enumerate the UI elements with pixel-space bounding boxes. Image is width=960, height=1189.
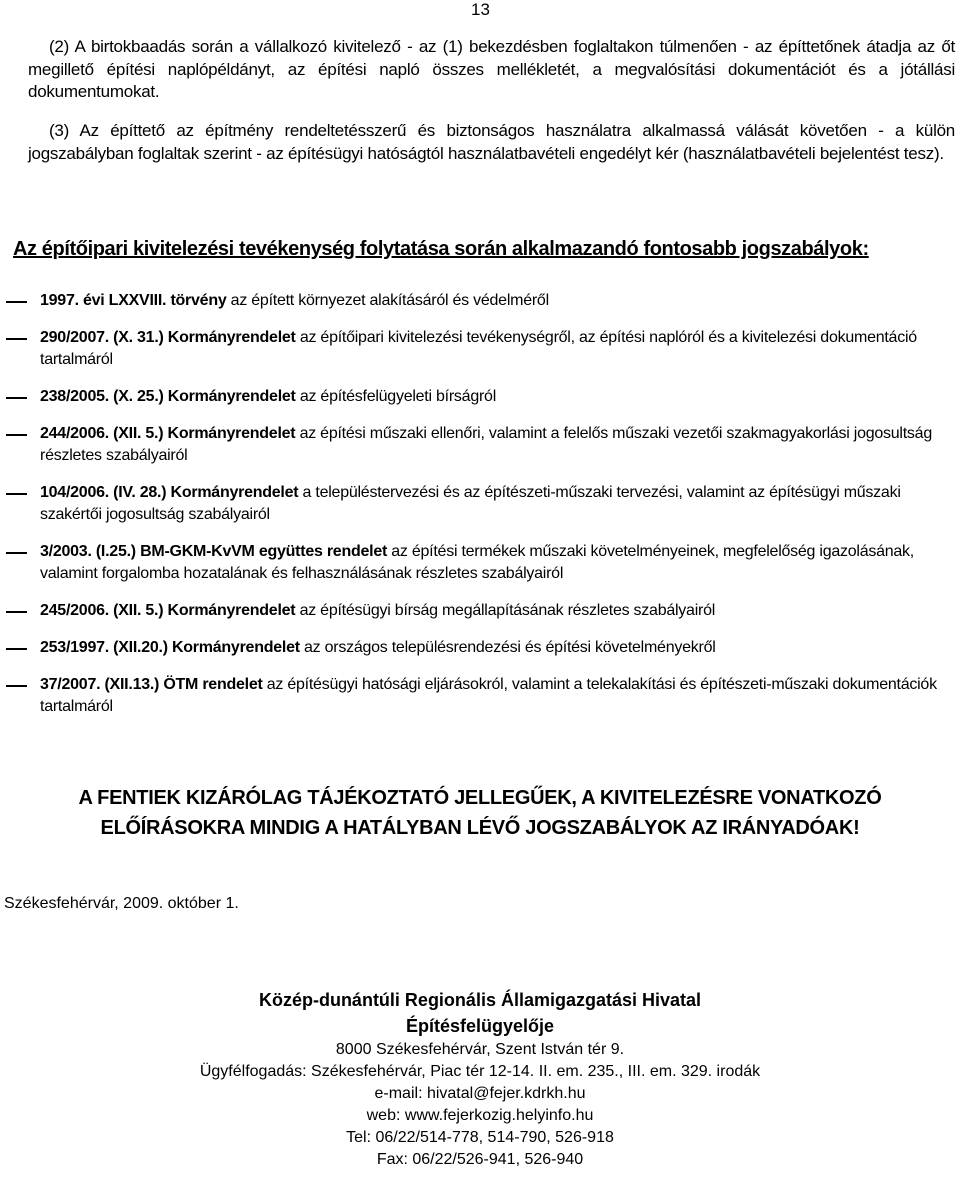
paragraph-3 (28, 120, 955, 165)
law-item (0, 674, 955, 718)
dash-bullet (6, 397, 27, 399)
dash-bullet (6, 434, 27, 436)
law-description: az épített környezet alakításáról és védelméről (226, 292, 549, 309)
office-fax: Fax: 06/22/526-941, 526-940 (376, 1151, 584, 1168)
law-item (0, 637, 955, 659)
office-contact-block (0, 987, 960, 1171)
office-department: Építésfelügyelője (405, 1016, 555, 1036)
office-tel: Tel: 06/22/514-778, 514-790, 526-918 (346, 1129, 614, 1146)
law-item (0, 482, 955, 526)
office-address: 8000 Székesfehérvár, Szent István tér 9. (335, 1041, 625, 1058)
law-title: 3/2003. (I.25.) BM-GKM-KvVM együttes rendelet (40, 543, 388, 560)
dash-bullet (6, 301, 27, 303)
paragraph-2 (28, 36, 955, 104)
law-description: az országos településrendezési és építési követelményekről (299, 639, 716, 656)
page-number: 13 (471, 0, 490, 19)
law-description: a településtervezési és az építészeti-műszaki tervezési, valamint az építésügyi műszaki szakértői jogosultság szabályairól (40, 484, 901, 523)
dash-bullet (6, 685, 27, 687)
disclaimer-line: A FENTIEK KIZÁRÓLAG TÁJÉKOZTATÓ JELLEGŰEK, A KIVITELEZÉSRE VONATKOZÓ (78, 787, 882, 809)
section-heading: Az építőipari kivitelezési tevékenység folytatása során alkalmazandó fontosabb jogszabályok: (13, 238, 869, 260)
law-title: 253/1997. (XII.20.) Kormányrendelet (40, 639, 300, 656)
place-date: Székesfehérvár, 2009. október 1. (4, 895, 239, 912)
law-description: az építésfelügyeleti bírságról (295, 388, 496, 405)
law-item (0, 600, 955, 622)
law-item (0, 541, 955, 585)
disclaimer-line: ELŐÍRÁSOKRA MINDIG A HATÁLYBAN LÉVŐ JOGSZABÁLYOK AZ IRÁNYADÓAK! (100, 817, 860, 839)
office-web: web: www.fejerkozig.helyinfo.hu (366, 1107, 594, 1124)
law-item (0, 290, 955, 312)
disclaimer (0, 783, 960, 843)
dash-bullet (6, 493, 27, 495)
law-description: az építőipari kivitelezési tevékenységről, az építési naplóról és a kivitelezési dokumentáció tartalmáról (40, 329, 917, 368)
law-title: 104/2006. (IV. 28.) Kormányrendelet (40, 484, 299, 501)
office-hours: Ügyfélfogadás: Székesfehérvár, Piac tér 12-14. II. em. 235., III. em. 329. irodák (199, 1063, 761, 1080)
dash-bullet (6, 552, 27, 554)
dash-bullet (6, 648, 27, 650)
dash-bullet (6, 338, 27, 340)
law-title: 245/2006. (XII. 5.) Kormányrendelet (40, 602, 296, 619)
law-description: az építésügyi bírság megállapításának részletes szabályairól (295, 602, 716, 619)
law-item (0, 386, 955, 408)
law-description: az építési műszaki ellenőri, valamint a felelős műszaki vezetői szakmagyakorlási jogosultság részletes szabályairól (40, 425, 932, 464)
law-item (0, 423, 955, 467)
law-description: az építésügyi hatósági eljárásokról, valamint a telekalakítási és építészeti-műszaki dokumentációk tartalmáról (40, 676, 937, 715)
law-list (0, 290, 960, 718)
law-title: 37/2007. (XII.13.) ÖTM rendelet (40, 676, 263, 693)
law-description: az építési termékek műszaki követelményeinek, megfelelőség igazolásának, valamint forgalomba hozatalának és felhasználásának részletes szabályairól (40, 543, 914, 582)
dash-bullet (6, 611, 27, 613)
paragraph-2-text: (2) A birtokbaadás során a vállalkozó kivitelező - az (1) bekezdésben foglaltakon túlmenően - az építtetőnek átadja az őt megillető építési naplópéldányt, az építési napló összes mellékletét, a megvalósítási dokumentációt és a jótállási dokumentumokat. (28, 37, 955, 101)
office-name: Közép-dunántúli Regionális Államigazgatási Hivatal (258, 990, 702, 1010)
paragraph-3-text: (3) Az építtető az építmény rendeltetésszerű és biztonságos használatra alkalmassá válását követően - a külön jogszabályban foglaltak szerint - az építésügyi hatóságtól használatbavételi engedélyt kér (használatbavételi bejelentést tesz). (28, 121, 955, 163)
law-item (0, 327, 955, 371)
office-email: e-mail: hivatal@fejer.kdrkh.hu (374, 1085, 586, 1102)
law-title: 238/2005. (X. 25.) Kormányrendelet (40, 388, 296, 405)
law-title: 290/2007. (X. 31.) Kormányrendelet (40, 329, 296, 346)
law-title: 1997. évi LXXVIII. törvény (40, 292, 227, 309)
law-title: 244/2006. (XII. 5.) Kormányrendelet (40, 425, 296, 442)
